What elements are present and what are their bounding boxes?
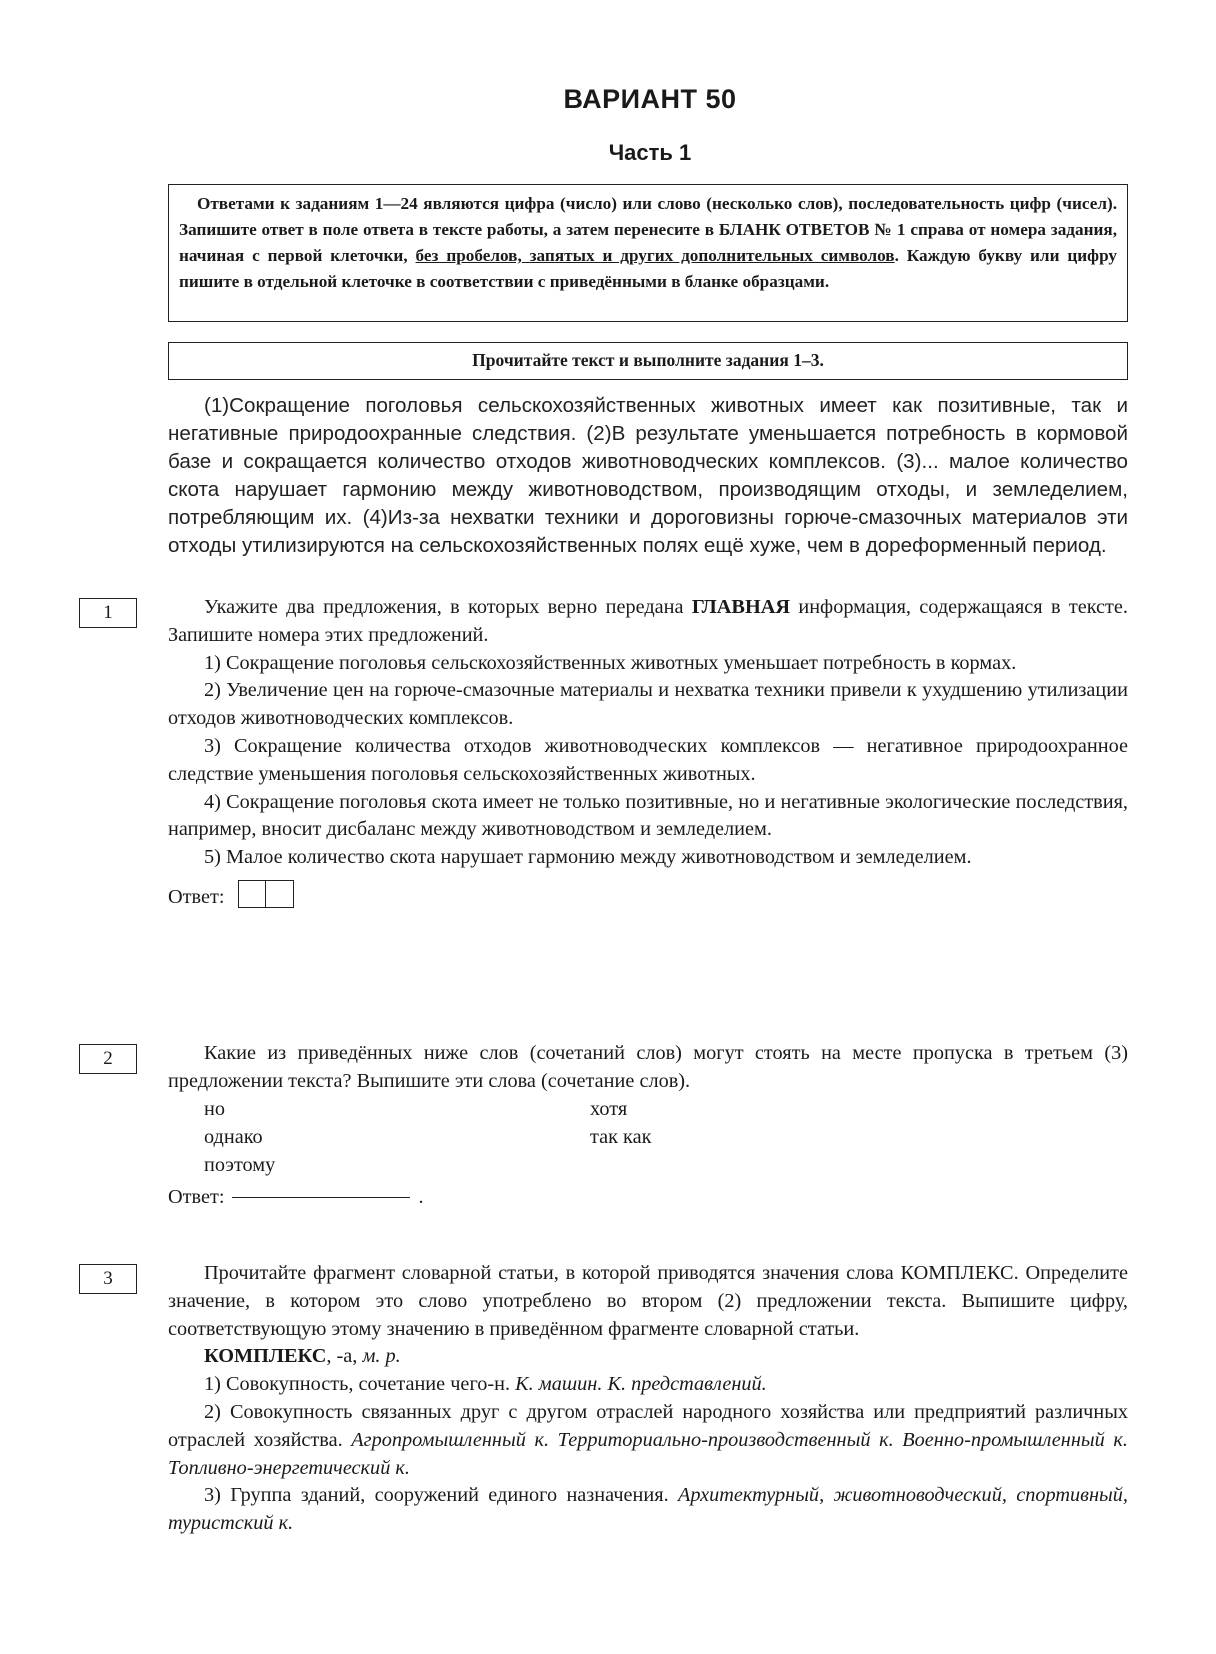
task-1-answer bbox=[168, 880, 1128, 917]
instructions-text: Ответами к заданиям 1—24 являются цифра (число) или слово (несколько слов), последовательность цифр (чисел). Запишите ответ в поле ответа в тексте работы, а затем перенесите в БЛАНК ОТВЕТОВ № 1 справа от номера задания, начиная с первой клеточки, bbox=[179, 194, 1117, 265]
task-1-option-1: 1) Сокращение поголовья сельскохозяйственных животных уменьшает потребность в кормах. bbox=[204, 651, 1017, 674]
dictionary-grammar: м. р. bbox=[362, 1345, 401, 1368]
word-option: однако bbox=[204, 1125, 263, 1148]
instructions-text-end: . Каждую букву или цифру пишите в отдельной клеточке в соответствии с приведёнными в бланке образцами. bbox=[179, 246, 1117, 291]
task-1-emphasis: ГЛАВНАЯ bbox=[691, 596, 791, 618]
task-2-number: 2 bbox=[79, 1044, 137, 1074]
task-2-answer-label: Ответ: bbox=[168, 1185, 225, 1208]
task-2-answer: Ответ: . bbox=[168, 1185, 424, 1208]
instructions-box bbox=[168, 184, 1128, 322]
task-2-answer-blank[interactable] bbox=[232, 1197, 410, 1198]
word-option: но bbox=[204, 1097, 225, 1120]
word-option: хотя bbox=[590, 1097, 628, 1120]
instructions-underlined: без пробелов, запятых и других дополнительных символов bbox=[415, 246, 895, 265]
task-2-question: Какие из приведённых ниже слов (сочетаний слов) могут стоять на месте пропуска в третьем (3) предложении текста? Выпишите эти слова (сочетание слов). bbox=[168, 1042, 1128, 1092]
task-3 bbox=[168, 1260, 1128, 1538]
task-1 bbox=[168, 594, 1128, 917]
task-2-word-list bbox=[204, 1096, 1128, 1180]
task-1-answer-label: Ответ: bbox=[168, 886, 225, 909]
task-3-question: Прочитайте фрагмент словарной статьи, в которой приводятся значения слова КОМПЛЕКС. Определите значение, в котором это слово употреблено во втором (2) предложении текста. Выпишите цифру, соответствующую этому значению в приведённом фрагменте словарной статьи. bbox=[168, 1262, 1128, 1340]
task-3-number: 3 bbox=[79, 1264, 137, 1294]
main-text: (1)Сокращение поголовья сельскохозяйственных животных имеет как позитивные, так и негативные природоохранные следствия. (2)В результате уменьшается потребность в кормовой базе и сокращается количество отходов животноводческих комплексов. (3)... малое количество скота нарушает гармонию между животноводством, производящим отходы, и земледелием, потребляющим их. (4)Из-за нехватки техники и дороговизны горюче-смазочных материалов эти отходы утилизируются на сельскохозяйственных полях ещё хуже, чем в дореформенный период. bbox=[168, 394, 1128, 557]
dictionary-meaning-2: 2) Совокупность связанных друг с другом отраслей народного хозяйства или предприятий различных отраслей хозяйства. Агропромышленный к. Территориально-производственный к. Военно-промышленный к. Топливно-энергетический к. bbox=[168, 1400, 1128, 1479]
variant-title: ВАРИАНТ 50 bbox=[563, 84, 737, 114]
part-title: Часть 1 bbox=[608, 140, 692, 165]
dictionary-headword: КОМПЛЕКС bbox=[204, 1345, 327, 1368]
dictionary-meaning-3: 3) Группа зданий, сооружений единого назначения. Архитектурный, животноводческий, спортивный, туристский к. bbox=[168, 1484, 1128, 1535]
task-1-option-5: 5) Малое количество скота нарушает гармонию между животноводством и земледелием. bbox=[204, 846, 972, 869]
read-prompt: Прочитайте текст и выполните задания 1–3. bbox=[168, 342, 1128, 380]
word-option: так как bbox=[590, 1125, 652, 1148]
task-1-number: 1 bbox=[79, 598, 137, 628]
task-2 bbox=[168, 1040, 1128, 1211]
answer-cell[interactable] bbox=[238, 880, 266, 908]
dictionary-headword-line: КОМПЛЕКС, -а, м. р. bbox=[204, 1345, 401, 1368]
task-1-option-4: 4) Сокращение поголовья скота имеет не только позитивные, но и негативные экологические последствия, например, вносит дисбаланс между животноводством и земледелием. bbox=[168, 790, 1128, 841]
answer-cell[interactable] bbox=[266, 880, 294, 908]
task-1-option-3: 3) Сокращение количества отходов животноводческих комплексов — негативное природоохранное следствие уменьшения поголовья сельскохозяйственных животных. bbox=[168, 734, 1128, 785]
task-1-question: Укажите два предложения, в которых верно передана ГЛАВНАЯ информация, содержащаяся в тексте. Запишите номера этих предложений. bbox=[168, 596, 1128, 646]
dictionary-meaning-1: 1) Совокупность, сочетание чего-н. К. машин. К. представлений. bbox=[204, 1373, 767, 1396]
task-1-option-2: 2) Увеличение цен на горюче-смазочные материалы и нехватка техники привели к ухудшению утилизации отходов животноводческих комплексов. bbox=[168, 679, 1128, 730]
word-option: поэтому bbox=[204, 1153, 276, 1176]
task-1-answer-cells[interactable] bbox=[238, 880, 294, 917]
